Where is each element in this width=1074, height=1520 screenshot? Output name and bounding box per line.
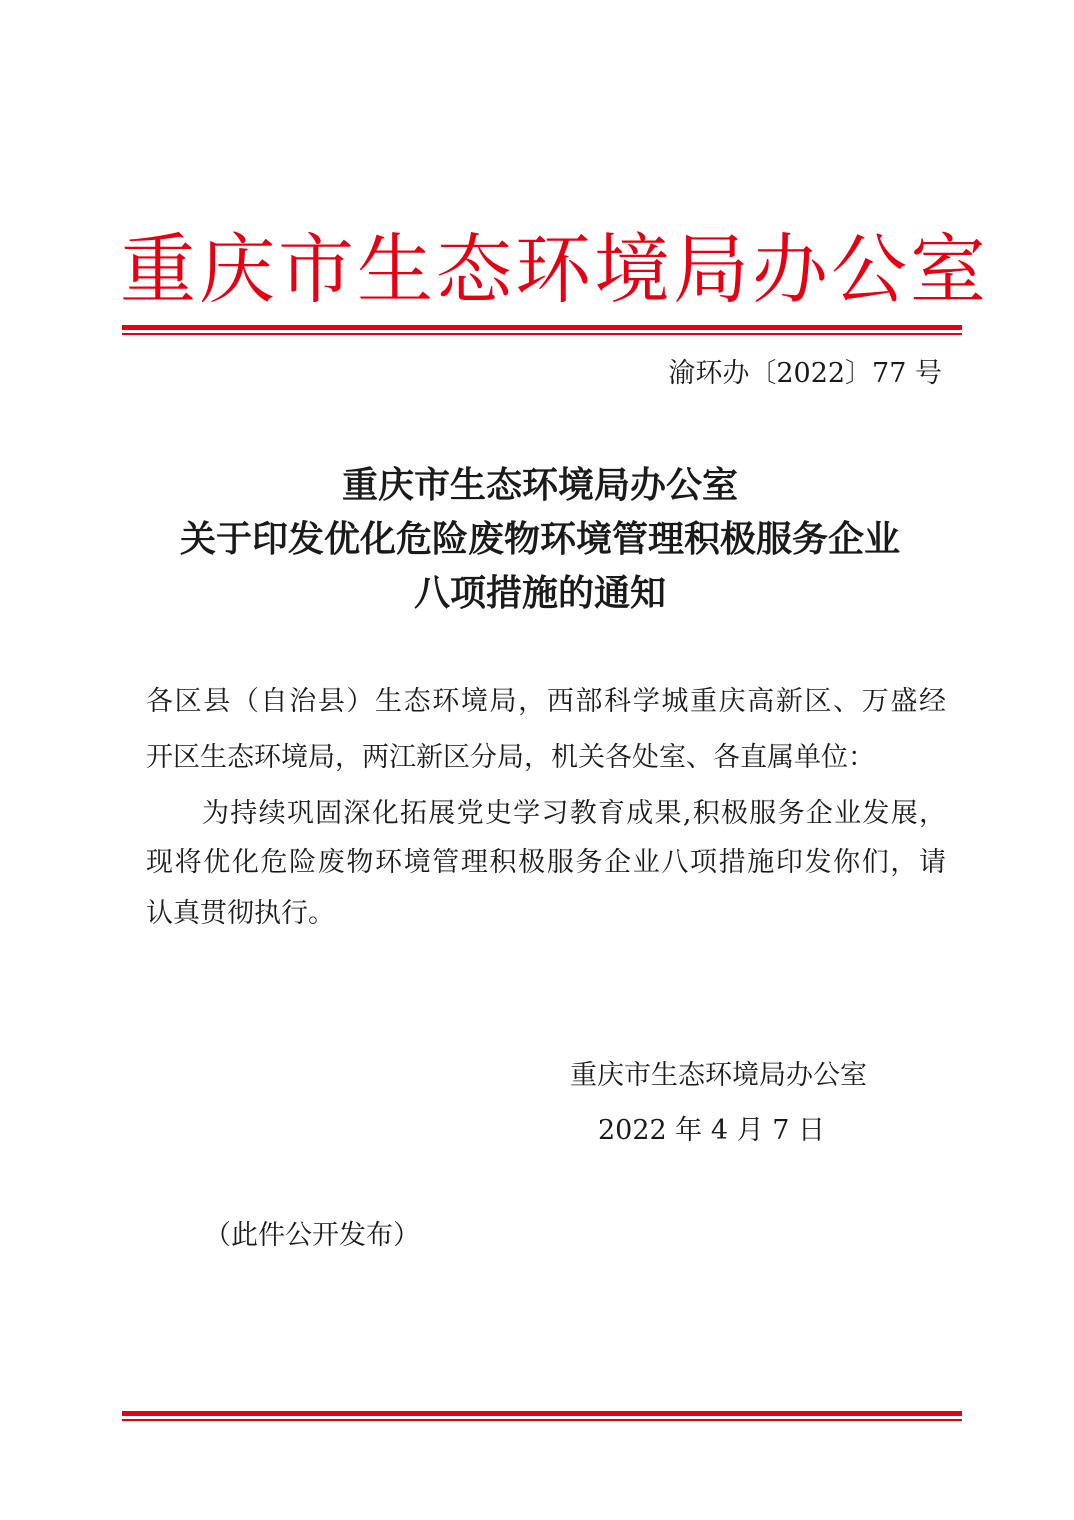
signature-date: 2022 年 4 月 7 日: [598, 1115, 825, 1146]
paragraph-line-1: 为持续巩固深化拓展党史学习教育成果,积极服务企业发展，: [202, 798, 946, 829]
title-line-2: 关于印发优化危险废物环境管理积极服务企业: [179, 518, 900, 560]
recipients-line-1: 各区县（自治县）生态环境局，西部科学城重庆高新区、万盛经: [146, 686, 946, 717]
title-line-1: 重庆市生态环境局办公室: [341, 464, 738, 506]
letterhead-title: 重庆市生态环境局办公室: [120, 225, 989, 314]
signature-organization: 重庆市生态环境局办公室: [570, 1060, 867, 1091]
publication-note: （此件公开发布）: [204, 1220, 420, 1251]
paragraph-line-3: 认真贯彻执行。: [146, 898, 335, 929]
document-number: 渝环办〔2022〕77 号: [668, 358, 942, 389]
recipients-line-2: 开区生态环境局，两江新区分局，机关各处室、各直属单位：: [146, 742, 875, 773]
footer-rule-thick: [122, 1411, 962, 1416]
paragraph-line-2: 现将优化危险废物环境管理积极服务企业八项措施印发你们，请: [146, 847, 946, 878]
letterhead-rule-thin: [122, 333, 962, 335]
footer-rule-thin: [122, 1419, 962, 1421]
letterhead-rule-thick: [122, 325, 962, 330]
title-line-3: 八项措施的通知: [413, 572, 666, 614]
